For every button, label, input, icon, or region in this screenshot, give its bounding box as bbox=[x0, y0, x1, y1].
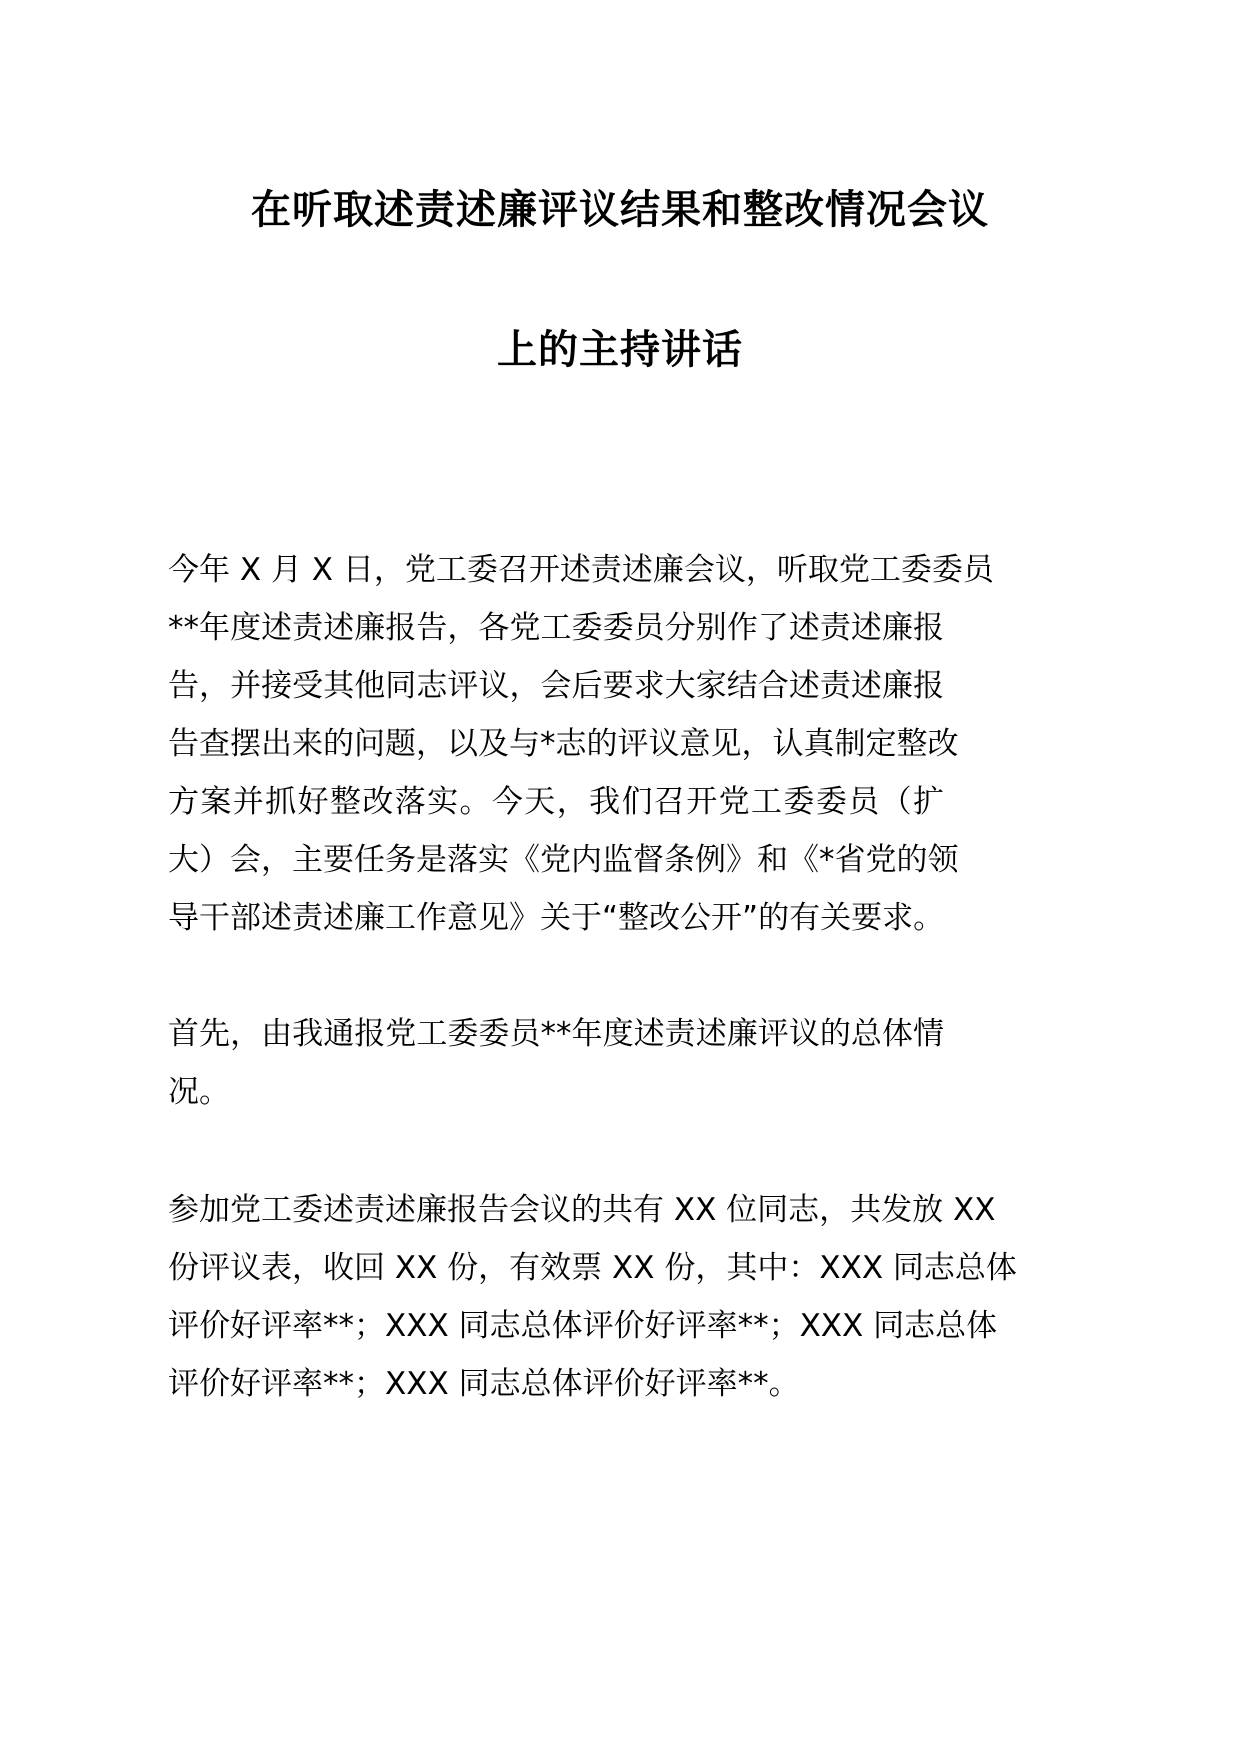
paragraph-line: 今年 X 月 X 日，党工委召开述责述廉会议，听取党工委委员 bbox=[168, 552, 994, 588]
document-title-line-1: 在听取述责述廉评议结果和整改情况会议 bbox=[251, 187, 989, 233]
paragraph-line: 况。 bbox=[168, 1074, 230, 1110]
paragraph-line: 首先，由我通报党工委委员**年度述责述廉评议的总体情 bbox=[168, 1016, 944, 1052]
paragraph-line: 份评议表，收回 XX 份，有效票 XX 份，其中：XXX 同志总体 bbox=[168, 1250, 1017, 1286]
paragraph-line: 评价好评率**；XXX 同志总体评价好评率**；XXX 同志总体 bbox=[168, 1308, 998, 1344]
paragraph-line: 大）会，主要任务是落实《党内监督条例》和《*省党的领 bbox=[168, 842, 959, 878]
document-title-line-2: 上的主持讲话 bbox=[497, 327, 743, 373]
paragraph-line: 评价好评率**；XXX 同志总体评价好评率**。 bbox=[168, 1366, 800, 1402]
paragraph-line: 方案并抓好整改落实。今天，我们召开党工委委员（扩 bbox=[168, 784, 944, 820]
paragraph-line: **年度述责述廉报告，各党工委委员分别作了述责述廉报 bbox=[168, 610, 944, 646]
paragraph-line: 告，并接受其他同志评议，会后要求大家结合述责述廉报 bbox=[168, 668, 944, 704]
paragraph-line: 导干部述责述廉工作意见》关于“整改公开”的有关要求。 bbox=[168, 900, 945, 936]
paragraph-line: 告查摆出来的问题，以及与*志的评议意见，认真制定整改 bbox=[168, 726, 959, 762]
paragraph-line: 参加党工委述责述廉报告会议的共有 XX 位同志，共发放 XX bbox=[168, 1192, 996, 1228]
